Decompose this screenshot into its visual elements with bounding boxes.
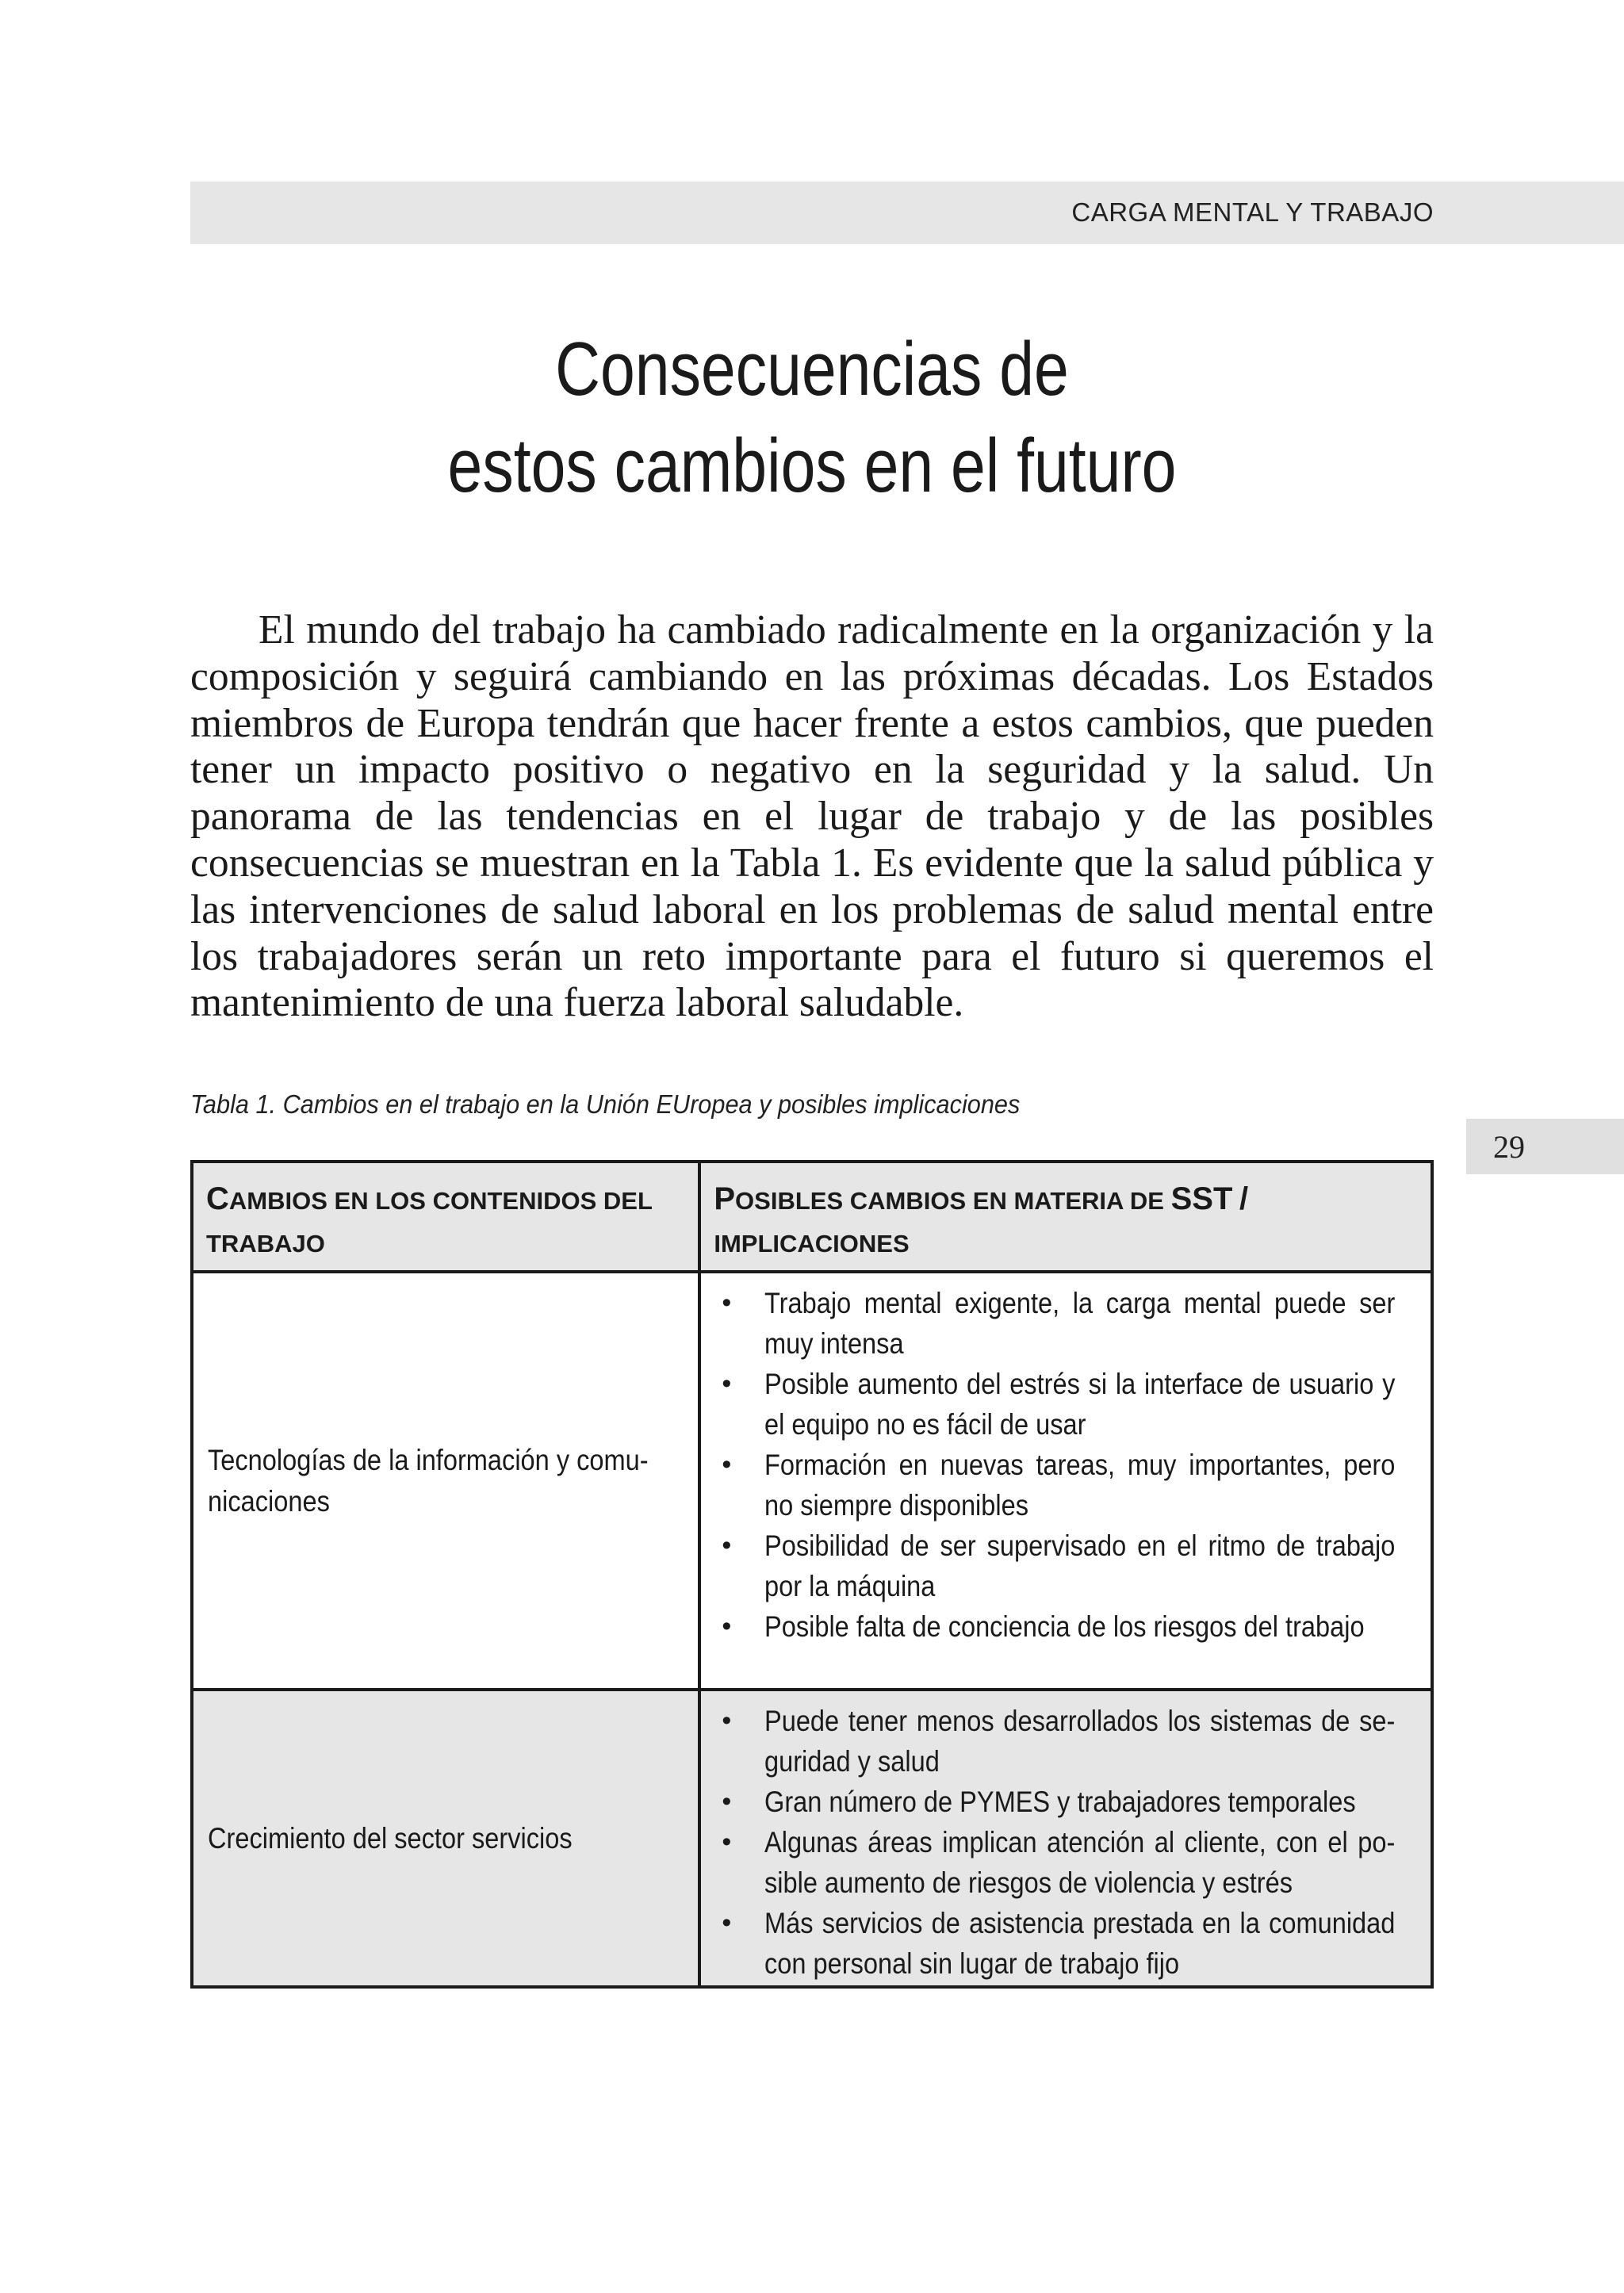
list-item: [710, 1822, 1396, 1903]
body-paragraph: El mundo del trabajo ha cambiado radicalmente en la organización y la composición y seguirá cambiando en las próximas décadas. Los Estados miembros de Europa tendrán que hacer frente a estos cambios, que pueden tener un impacto positivo o negativo en la seguridad y la salud. Un panorama de las tendencias en el lugar de trabajo y de las posibles consecuencias se muestran en la Tabla 1. Es evidente que la salud pública y las intervenciones de salud laboral en los problemas de salud mental entre los trabajadores serán un reto importante para el futuro si queremos el mantenimiento de una fuerza laboral saludable.: [190, 607, 1434, 1026]
implications-list: [710, 1283, 1396, 1647]
body-paragraph-block: [190, 607, 1434, 1027]
running-header-title: CARGA MENTAL Y TRABAJO: [1071, 197, 1434, 227]
list-item-text: Trabajo mental exigente, la carga mental puede ser muy intensa: [764, 1287, 1396, 1360]
table-row: [192, 1690, 1432, 1987]
table-header-changes: [192, 1162, 699, 1272]
list-item: [710, 1606, 1396, 1647]
list-item: [710, 1283, 1396, 1364]
page-number-tab: [1466, 1119, 1624, 1174]
bullet-icon: •: [722, 1449, 732, 1480]
table-header-row: [192, 1162, 1432, 1272]
bullet-icon: •: [722, 1369, 732, 1399]
list-item-text: Posibilidad de ser supervisado en el ritmo de trabajo por la máquina: [764, 1529, 1396, 1602]
topic-label: Tecnologías de la información y comunicaciones: [208, 1443, 649, 1518]
list-item: [710, 1782, 1396, 1822]
list-item-text: Más servicios de asistencia prestada en la comunidad con personal sin lugar de trabajo fijo: [764, 1907, 1396, 1980]
table-cell-implications: [699, 1272, 1432, 1690]
section-title: [302, 321, 1322, 515]
bullet-icon: •: [722, 1786, 732, 1816]
table-cell-topic: [192, 1272, 699, 1690]
list-item: [710, 1701, 1396, 1782]
table-header-implications: [699, 1162, 1432, 1272]
table-cell-implications: [699, 1690, 1432, 1987]
table-caption: Tabla 1. Cambios en el trabajo en la Unión EUropea y posibles implicaciones: [190, 1089, 1021, 1119]
header-implications-label: POSIBLES CAMBIOS EN MATERIA DE SST / IMPLICACIONES: [714, 1181, 1249, 1258]
list-item-text: Formación en nuevas tareas, muy importantes, pero no siempre disponibles: [764, 1449, 1396, 1522]
list-item: [710, 1364, 1396, 1445]
header-changes-label: CAMBIOS EN LOS CONTENIDOS DEL TRABAJO: [206, 1181, 653, 1258]
section-title-line-1: Consecuencias de: [555, 327, 1069, 412]
bullet-icon: •: [722, 1908, 732, 1938]
implications-list: [710, 1701, 1396, 1984]
bullet-icon: •: [722, 1530, 732, 1560]
bullet-icon: •: [722, 1611, 732, 1641]
bullet-icon: •: [722, 1288, 732, 1318]
list-item: [710, 1525, 1396, 1606]
list-item-text: Posible falta de conciencia de los riesgos del trabajo: [764, 1610, 1365, 1643]
list-item-text: Posible aumento del estrés si la interface de usuario y el equipo no es fácil de usar: [764, 1368, 1396, 1441]
bullet-icon: •: [722, 1705, 732, 1736]
list-item: [710, 1903, 1396, 1984]
table-cell-topic: [192, 1690, 699, 1987]
changes-table: [190, 1160, 1434, 1989]
list-item-text: Algunas áreas implican atención al cliente, con el posible aumento de riesgos de violencia y estrés: [764, 1826, 1396, 1899]
topic-label: Crecimiento del sector servicios: [208, 1821, 573, 1855]
table-row: [192, 1272, 1432, 1690]
running-header-band: [190, 182, 1624, 244]
section-title-line-2: estos cambios en el futuro: [447, 423, 1177, 508]
list-item-text: Puede tener menos desarrollados los sistemas de seguridad y salud: [764, 1705, 1396, 1778]
list-item-text: Gran número de PYMES y trabajadores temporales: [764, 1786, 1356, 1818]
list-item: [710, 1445, 1396, 1525]
bullet-icon: •: [722, 1827, 732, 1857]
page-number: 29: [1493, 1129, 1525, 1165]
